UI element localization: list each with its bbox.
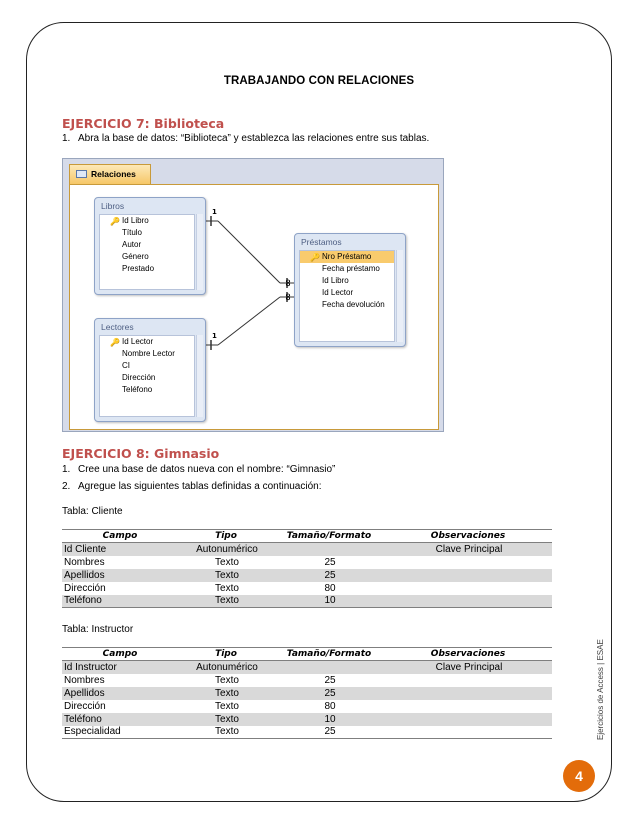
table-libros[interactable] [94, 197, 206, 295]
instructor-caption: Tabla: Instructor [62, 624, 134, 635]
table-row: Id Cliente Autonumérico Clave Principal [62, 543, 552, 556]
step-number: 1. [62, 464, 71, 475]
primary-key-icon: 🔑 [110, 338, 120, 347]
table-prestamos-fields [299, 250, 395, 342]
scrollbar[interactable] [196, 335, 203, 417]
step-text: Cree una base de datos nueva con el nombre: “Gimnasio” [78, 464, 336, 475]
table-libros-fields [99, 214, 195, 290]
step-number: 2. [62, 481, 71, 492]
field-item[interactable]: Prestado [122, 264, 155, 273]
exercise-8-heading: EJERCICIO 8: Gimnasio [62, 446, 220, 461]
primary-key-icon: 🔑 [110, 217, 120, 226]
field-item[interactable]: 🔑 Id Libro [110, 216, 149, 226]
column-header: Campo [62, 648, 178, 661]
field-item[interactable]: CI [122, 361, 130, 370]
table-row: Apellidos Texto 25 [62, 687, 552, 700]
column-header: Tipo [178, 648, 274, 661]
side-label: Ejercicios de Access | ESAE [596, 639, 605, 740]
table-prestamos[interactable] [294, 233, 406, 347]
one-label: 1 [212, 208, 217, 216]
field-item[interactable]: Teléfono [122, 385, 153, 394]
field-item[interactable]: Género [122, 252, 149, 261]
field-item[interactable]: Dirección [122, 373, 156, 382]
table-row: Teléfono Texto 10 [62, 713, 552, 726]
column-header: Campo [62, 530, 178, 543]
table-row: Nombres Texto 25 [64, 556, 336, 568]
column-header: Observaciones [384, 648, 552, 661]
field-item[interactable]: Id Lector [322, 288, 354, 297]
relationship-line-lectores-diagonal[interactable] [218, 297, 280, 345]
table-prestamos-title: Préstamos [301, 237, 342, 247]
table-row: Dirección Texto 80 [64, 582, 336, 594]
field-item[interactable]: Nombre Lector [122, 349, 175, 358]
relationship-line-libros-diagonal[interactable] [218, 221, 280, 283]
table-libros-title: Libros [101, 201, 125, 211]
field-item[interactable]: Título [122, 228, 143, 237]
relationships-tab[interactable] [69, 164, 151, 184]
field-item[interactable]: Fecha devolución [322, 300, 385, 309]
field-item[interactable]: 🔑 Id Lector [110, 337, 154, 347]
many-label: ∞ [283, 278, 294, 287]
table-lectores-title: Lectores [101, 322, 134, 332]
table-row: Especialidad Texto 25 [62, 726, 552, 739]
field-item[interactable]: Id Libro [322, 276, 349, 285]
column-header: Tipo [178, 530, 274, 543]
step-text: Abra la base de datos: “Biblioteca” y establezca las relaciones entre sus tablas. [78, 133, 430, 144]
cliente-table [62, 529, 552, 608]
relationships-canvas [69, 184, 439, 430]
table-row: Apellidos Texto 25 [62, 569, 552, 582]
relationships-tab-label: Relaciones [91, 169, 136, 179]
table-lectores[interactable] [94, 318, 206, 422]
step-number: 1. [62, 133, 71, 144]
field-item[interactable]: Fecha préstamo [322, 264, 380, 273]
page-number-badge: 4 [563, 760, 595, 792]
field-item[interactable]: Autor [122, 240, 142, 249]
exercise-7-step-1 [62, 133, 429, 144]
column-header: Tamaño/Formato [274, 530, 384, 543]
table-row: Dirección Texto 80 [64, 700, 336, 712]
exercise-8-step-1 [62, 464, 335, 475]
document-title: TRABAJANDO CON RELACIONES [223, 75, 415, 87]
relationships-icon [76, 170, 87, 178]
step-text: Agregue las siguientes tablas definidas a continuación: [78, 481, 322, 492]
table-row: Id Instructor Autonumérico Clave Principal [62, 661, 552, 674]
scrollbar[interactable] [196, 214, 203, 290]
one-label: 1 [212, 332, 217, 340]
exercise-8-step-2 [62, 481, 322, 492]
table-row: Teléfono Texto 10 [62, 595, 552, 608]
column-header: Observaciones [384, 530, 552, 543]
table-lectores-fields [99, 335, 195, 417]
cliente-caption: Tabla: Cliente [62, 506, 123, 517]
many-label: ∞ [283, 292, 294, 301]
table-header-row [62, 648, 552, 661]
scrollbar[interactable] [396, 250, 403, 342]
exercise-7-heading: EJERCICIO 7: Biblioteca [62, 116, 225, 131]
table-row: Nombres Texto 25 [64, 674, 336, 686]
relationships-screenshot [62, 158, 444, 432]
column-header: Tamaño/Formato [274, 648, 384, 661]
field-item[interactable]: 🔑 Nro Préstamo [300, 251, 394, 263]
instructor-table [62, 647, 552, 739]
table-header-row [62, 530, 552, 543]
primary-key-icon: 🔑 [310, 253, 320, 262]
